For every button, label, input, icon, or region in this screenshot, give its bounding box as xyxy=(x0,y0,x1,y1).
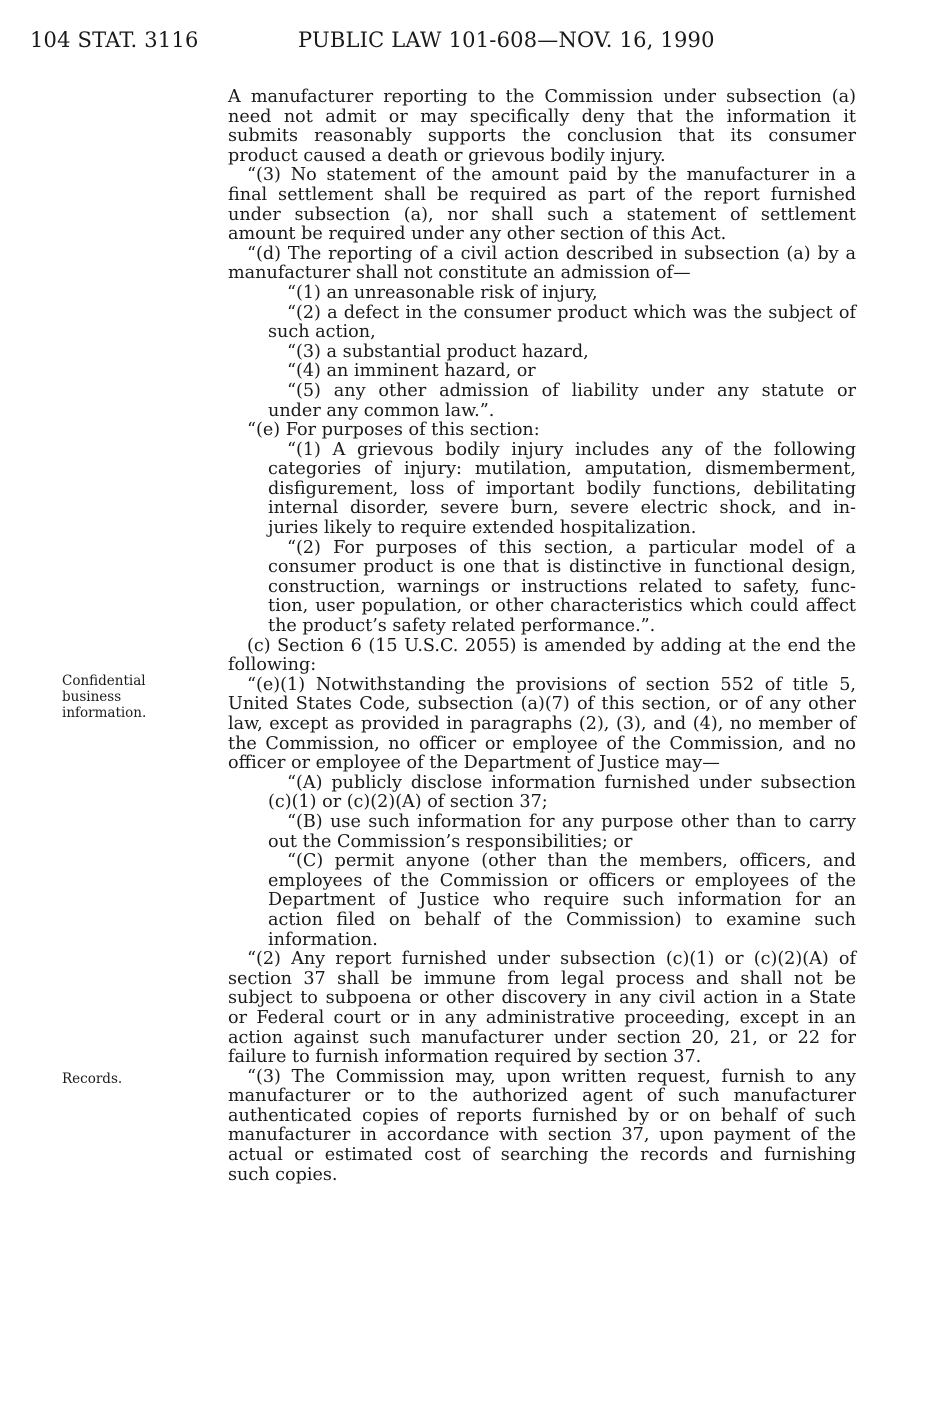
text-line: “(3) The Commission may, upon written request, furnish to any xyxy=(247,1066,856,1087)
text-line: tion, user population, or other characteristics which could affect xyxy=(268,596,856,617)
text-line: A manufacturer reporting to the Commission under subsection (a) xyxy=(228,87,856,107)
text-line: construction, warnings or instructions related to safety, func- xyxy=(268,576,856,597)
text-line: “(1) an unreasonable risk of injury, xyxy=(287,282,598,303)
text-line: subject to subpoena or other discovery in any civil action in a State xyxy=(228,988,856,1009)
statute-body xyxy=(228,88,856,1185)
text-line: “(2) a defect in the consumer product which was the subject of xyxy=(287,302,856,323)
text-line: “(5) any other admission of liability under any statute or xyxy=(287,380,856,401)
text-line: information. xyxy=(268,929,378,950)
text-line: actual or estimated cost of searching the records and furnishing xyxy=(228,1145,856,1166)
text-line: “(d) The reporting of a civil action described in subsection (a) by a xyxy=(247,243,856,264)
text-line: officer or employee of the Department of Justice may— xyxy=(228,753,720,774)
text-line: “(B) use such information for any purpose other than to carry xyxy=(287,811,856,832)
text-line: the Commission, no officer or employee of the Commission, and no xyxy=(228,733,856,754)
text-line: internal disorder, severe burn, severe electric shock, and in- xyxy=(268,498,856,519)
text-line: under subsection (a), nor shall such a statement of settlement xyxy=(228,204,856,225)
text-line: the product’s safety related performance.”. xyxy=(268,616,656,637)
text-line: “(1) A grievous bodily injury includes any of the following xyxy=(287,439,856,460)
text-line: “(2) Any report furnished under subsection (c)(1) or (c)(2)(A) of xyxy=(247,949,856,970)
text-line: employees of the Commission or officers or employees of the xyxy=(268,870,856,891)
text-line: consumer product is one that is distinctive in functional design, xyxy=(268,557,856,578)
text-line: or Federal court or in any administrative proceeding, except in an xyxy=(228,1007,856,1028)
text-line: disfigurement, loss of important bodily functions, debilitating xyxy=(268,478,856,499)
text-line: “(e) For purposes of this section: xyxy=(247,420,540,441)
text-line: following: xyxy=(228,655,317,676)
text-line: final settlement shall be required as part of the report furnished xyxy=(228,184,856,205)
text-line: out the Commission’s responsibilities; or xyxy=(268,831,633,852)
text-line: product caused a death or grievous bodily injury. xyxy=(228,145,666,166)
page-number: 104 STAT. 3116 xyxy=(30,28,199,52)
text-line: “(C) permit anyone (other than the members, officers, and xyxy=(287,851,856,872)
text-line: “(3) No statement of the amount paid by the manufacturer in a xyxy=(247,165,856,186)
text-line: failure to furnish information required by section 37. xyxy=(228,1047,702,1068)
margin-note-records: Records. xyxy=(62,1071,123,1087)
margin-note-line: business xyxy=(62,689,122,705)
text-line: under any common law.”. xyxy=(268,400,495,421)
text-line: “(3) a substantial product hazard, xyxy=(287,341,589,362)
text-line: such copies. xyxy=(228,1164,338,1185)
text-line: “(2) For purposes of this section, a particular model of a xyxy=(287,537,856,558)
text-line: “(A) publicly disclose information furnished under subsection xyxy=(287,772,856,793)
text-line: law, except as provided in paragraphs (2), (3), and (4), no member of xyxy=(228,714,856,734)
margin-note-line: Confidential xyxy=(62,673,146,689)
text-line: such action, xyxy=(268,322,376,343)
text-line: United States Code, subsection (a)(7) of this section, or of any other xyxy=(228,694,856,715)
text-line: manufacturer or to the authorized agent of such manufacturer xyxy=(228,1086,856,1107)
text-line: (c) Section 6 (15 U.S.C. 2055) is amended by adding at the end the xyxy=(247,635,856,656)
text-line: Department of Justice who require such information for an xyxy=(268,890,856,911)
text-line: submits reasonably supports the conclusion that its consumer xyxy=(228,126,856,147)
text-line: need not admit or may specifically deny that the information it xyxy=(228,106,856,127)
text-line: amount be required under any other section of this Act. xyxy=(228,224,727,245)
text-line: “(e)(1) Notwithstanding the provisions of section 552 of title 5, xyxy=(247,674,856,695)
text-line: authenticated copies of reports furnished by or on behalf of such xyxy=(228,1105,856,1126)
text-line: (c)(1) or (c)(2)(A) of section 37; xyxy=(268,792,548,813)
text-line: section 37 shall be immune from legal process and shall not be xyxy=(228,968,856,989)
text-line: juries likely to require extended hospitalization. xyxy=(268,518,697,539)
text-line: manufacturer shall not constitute an admission of— xyxy=(228,263,691,284)
text-line: manufacturer in accordance with section 37, upon payment of the xyxy=(228,1125,856,1146)
text-line: action against such manufacturer under section 20, 21, or 22 for xyxy=(228,1027,856,1048)
margin-note-confidential xyxy=(62,673,146,721)
text-line: action filed on behalf of the Commission) to examine such xyxy=(268,909,856,930)
text-line: categories of injury: mutilation, amputation, dismemberment, xyxy=(268,459,856,480)
margin-note-line: information. xyxy=(62,705,147,721)
running-header: PUBLIC LAW 101-608—NOV. 16, 1990 xyxy=(298,28,715,52)
text-line: “(4) an imminent hazard, or xyxy=(287,361,536,382)
